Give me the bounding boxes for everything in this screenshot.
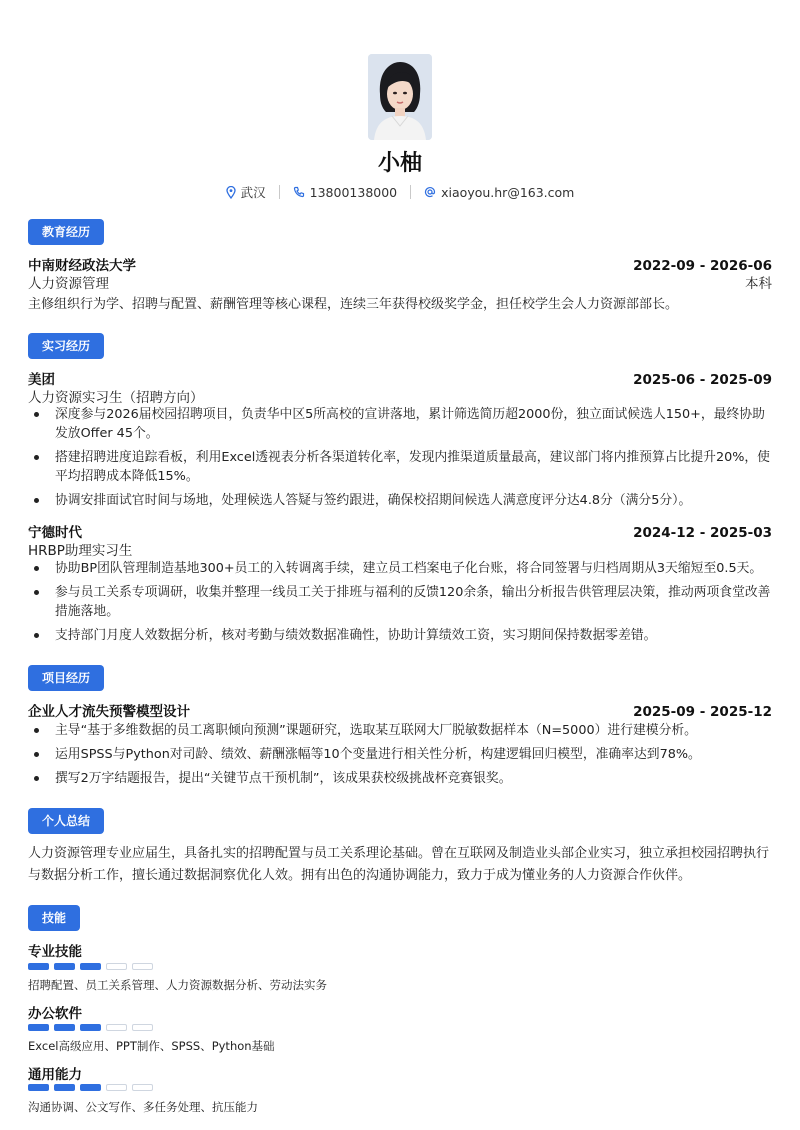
skill-level-bar xyxy=(28,963,153,970)
divider xyxy=(410,185,411,199)
internship-dates: 2024-12 - 2025-03 xyxy=(633,525,772,541)
skill-level-segment xyxy=(28,1084,49,1091)
skill-level-segment xyxy=(80,1024,101,1031)
list-item: 撰写2万字结题报告，提出“关键节点干预机制”，该成果获校级挑战杯竞赛银奖。 xyxy=(28,769,772,788)
internship-role-row xyxy=(28,539,772,559)
skill-level-segment xyxy=(80,1084,101,1091)
school-name: 中南财经政法大学 xyxy=(28,258,136,274)
skill-level-segment xyxy=(106,963,127,970)
internship-dates: 2025-06 - 2025-09 xyxy=(633,372,772,388)
section-tag-internship: 实习经历 xyxy=(28,333,104,359)
contact-phone xyxy=(293,185,397,200)
project-bullets xyxy=(28,721,772,793)
internship-role: HRBP助理实习生 xyxy=(28,543,133,559)
location-pin-icon xyxy=(226,186,236,199)
skill-level-segment xyxy=(54,963,75,970)
internship-role-row xyxy=(28,386,772,406)
skill-name: 办公软件 xyxy=(28,1006,82,1022)
skill-level-segment xyxy=(106,1084,127,1091)
skill-name: 通用能力 xyxy=(28,1067,82,1083)
skill-level-segment xyxy=(28,963,49,970)
skill-level-segment xyxy=(132,1024,153,1031)
company-name: 宁德时代 xyxy=(28,525,82,541)
section-tag-project: 项目经历 xyxy=(28,665,104,691)
skill-description: 沟通协调、公文写作、多任务处理、抗压能力 xyxy=(28,1100,258,1114)
degree: 本科 xyxy=(745,276,772,292)
skill-level-segment xyxy=(106,1024,127,1031)
phone-icon xyxy=(293,186,305,198)
skill-level-segment xyxy=(80,963,101,970)
list-item: 支持部门月度人效数据分析，核对考勤与绩效数据准确性，协助计算绩效工资，实习期间保持数据零差错。 xyxy=(28,626,772,645)
project-name: 企业人才流失预警模型设计 xyxy=(28,704,190,720)
list-item: 深度参与2026届校园招聘项目，负责华中区5所高校的宣讲落地，累计筛选简历超2000份，独立面试候选人150+，最终协助发放Offer 45个。 xyxy=(28,405,772,443)
skill-description: 招聘配置、员工关系管理、人力资源数据分析、劳动法实务 xyxy=(28,978,327,992)
education-header xyxy=(28,254,772,274)
internship-bullets xyxy=(28,405,772,515)
skill-level-segment xyxy=(28,1024,49,1031)
project-header xyxy=(28,700,772,720)
skill-level-bar xyxy=(28,1084,153,1091)
list-item: 主导“基于多维数据的员工离职倾向预测”课题研究，选取某互联网大厂脱敏数据样本（N=5000）进行建模分析。 xyxy=(28,721,772,740)
education-subheader xyxy=(28,272,772,292)
phone-text[interactable]: 13800138000 xyxy=(309,184,398,200)
education-description: 主修组织行为学、招聘与配置、薪酬管理等核心课程，连续三年获得校级奖学金，担任校学生会人力资源部部长。 xyxy=(28,297,679,312)
list-item: 协调安排面试官时间与场地，处理候选人答疑与签约跟进，确保校招期间候选人满意度评分达4.8分（满分5分）。 xyxy=(28,491,772,510)
section-tag-skills: 技能 xyxy=(28,905,80,931)
skill-level-segment xyxy=(132,1084,153,1091)
contact-email xyxy=(424,185,574,200)
skill-level-segment xyxy=(54,1084,75,1091)
summary-text: 人力资源管理专业应届生，具备扎实的招聘配置与员工关系理论基础。曾在互联网及制造业头部企业实习，独立承担校园招聘执行与数据分析工作，擅长通过数据洞察优化人效。拥有出色的沟通协调能力，致力于成为懂业务的人力资源合作伙伴。 xyxy=(28,846,770,883)
divider xyxy=(279,185,280,199)
list-item: 参与员工关系专项调研，收集并整理一线员工关于排班与福利的反馈120余条，输出分析报告供管理层决策，推动两项食堂改善措施落地。 xyxy=(28,583,772,621)
profile-photo xyxy=(368,54,432,140)
list-item: 搭建招聘进度追踪看板，利用Excel透视表分析各渠道转化率，发现内推渠道质量最高，建议部门将内推预算占比提升20%，使平均招聘成本降低15%。 xyxy=(28,448,772,486)
email-text[interactable]: xiaoyou.hr@163.com xyxy=(441,184,575,200)
major: 人力资源管理 xyxy=(28,276,109,292)
project-dates: 2025-09 - 2025-12 xyxy=(633,704,772,720)
skill-level-bar xyxy=(28,1024,153,1031)
internship-bullets xyxy=(28,559,772,650)
education-dates: 2022-09 - 2026-06 xyxy=(633,258,772,274)
internship-header xyxy=(28,368,772,388)
section-tag-summary: 个人总结 xyxy=(28,808,104,834)
list-item: 运用SPSS与Python对司龄、绩效、薪酬涨幅等10个变量进行相关性分析，构建逻辑回归模型，准确率达到78%。 xyxy=(28,745,772,764)
skill-description: Excel高级应用、PPT制作、SPSS、Python基础 xyxy=(28,1039,275,1053)
company-name: 美团 xyxy=(28,372,55,388)
candidate-name: 小柚 xyxy=(377,151,422,176)
list-item: 协助BP团队管理制造基地300+员工的入转调离手续，建立员工档案电子化台账，将合同签署与归档周期从3天缩短至0.5天。 xyxy=(28,559,772,578)
location-text: 武汉 xyxy=(240,185,266,200)
internship-role: 人力资源实习生（招聘方向） xyxy=(28,390,204,406)
section-tag-education: 教育经历 xyxy=(28,219,104,245)
skill-level-segment xyxy=(132,963,153,970)
contact-location xyxy=(226,183,266,201)
at-icon xyxy=(424,186,436,198)
skill-level-segment xyxy=(54,1024,75,1031)
contact-bar xyxy=(0,183,800,201)
skill-name: 专业技能 xyxy=(28,944,82,960)
internship-header xyxy=(28,521,772,541)
